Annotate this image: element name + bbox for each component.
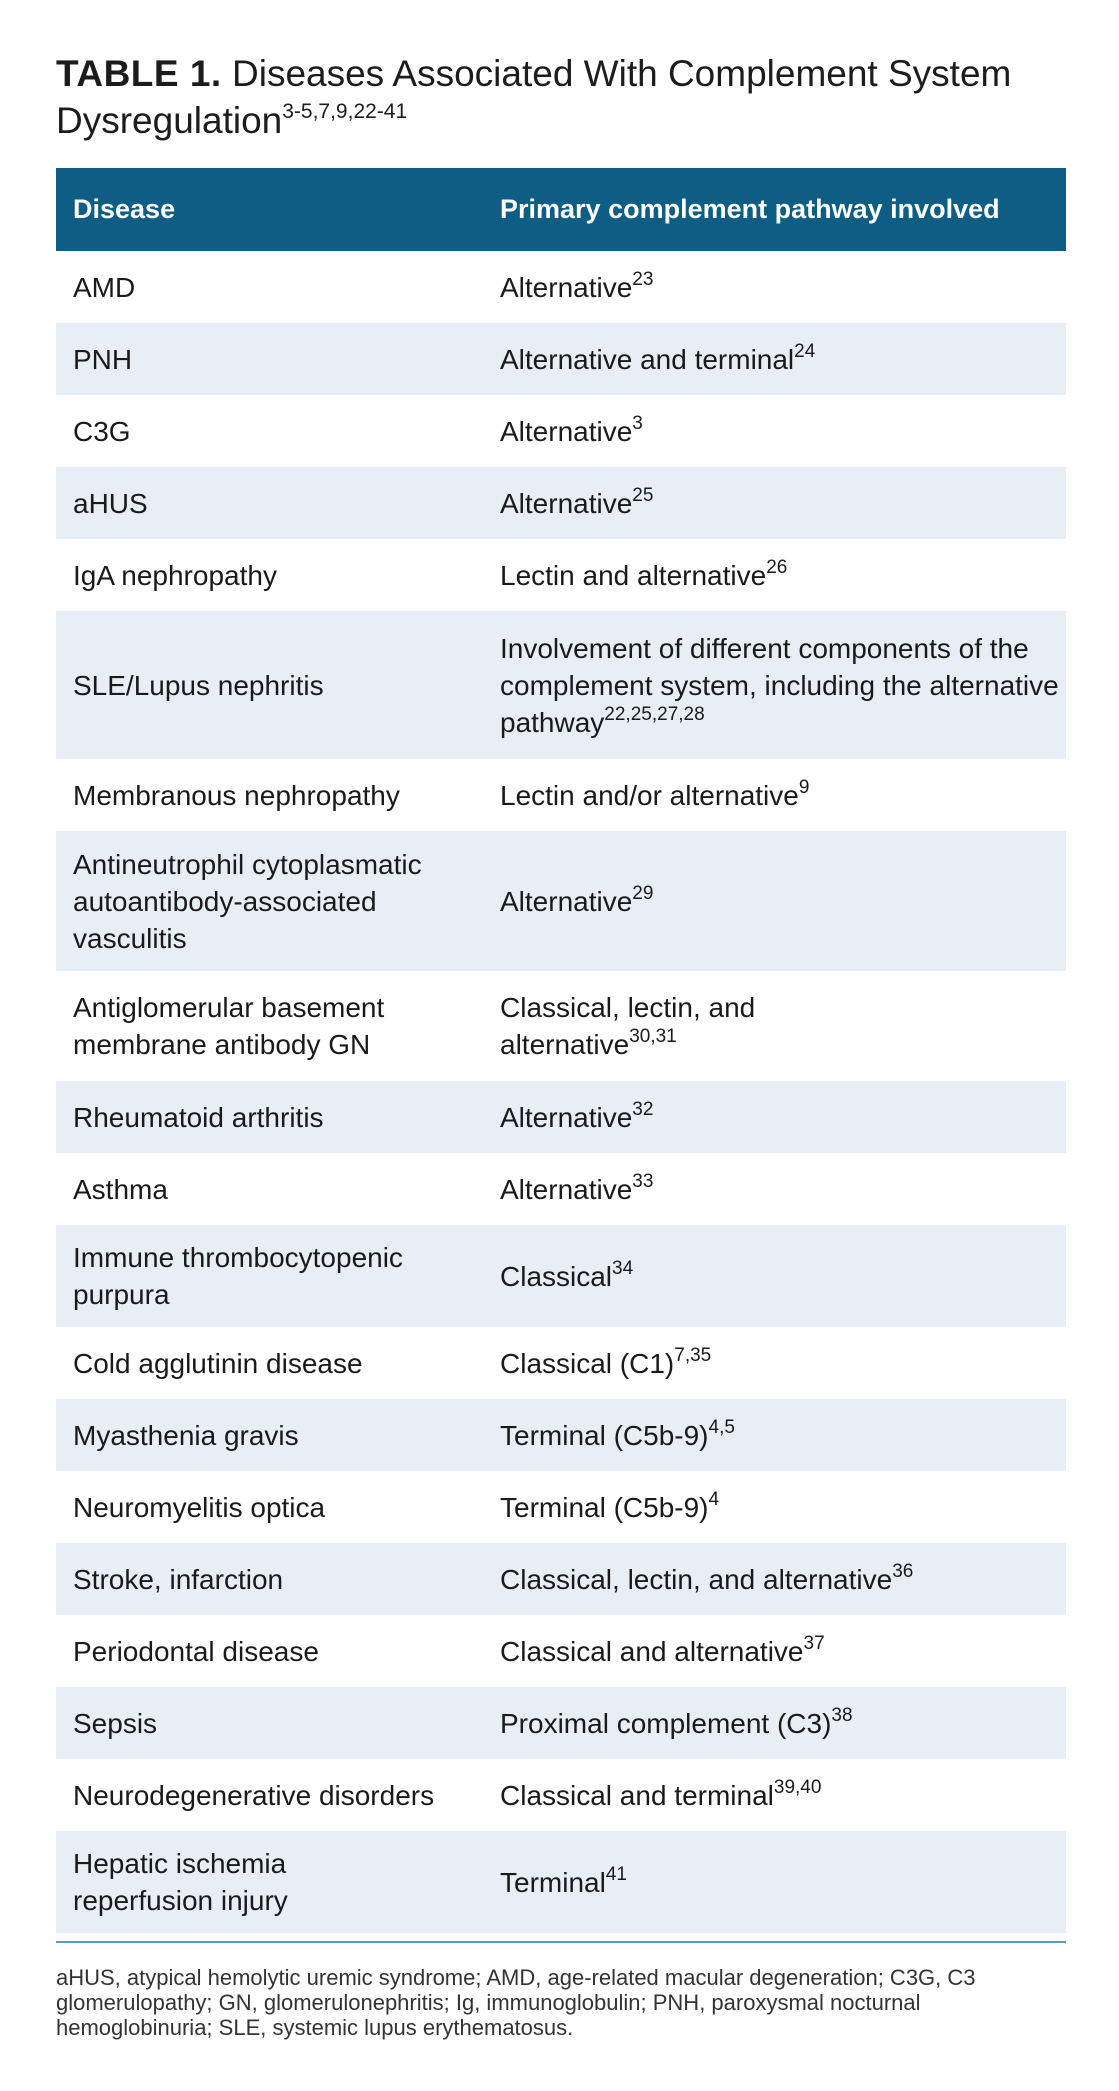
- table-row: [56, 323, 1066, 395]
- disease-name: Cold agglutinin disease: [73, 1347, 363, 1379]
- reference-superscript: 4,5: [708, 1416, 735, 1438]
- pathway-cell: [489, 1543, 1066, 1615]
- disease-name: SLE/Lupus nephritis: [73, 669, 324, 701]
- disease-cell: [56, 1081, 489, 1153]
- disease-cell: [56, 971, 489, 1081]
- pathway-text: [500, 630, 1060, 741]
- title-references: 3-5,7,9,22-41: [282, 100, 408, 123]
- reference-superscript: 25: [632, 484, 654, 506]
- reference-superscript: 4: [708, 1488, 720, 1510]
- disease-cell: [56, 1615, 489, 1687]
- disease-name: Membranous nephropathy: [73, 779, 400, 811]
- disease-cell: [56, 1471, 489, 1543]
- pathway-cell: [489, 611, 1066, 759]
- pathway-text: [500, 269, 1066, 306]
- pathway-name: Classical and alternative: [500, 1635, 804, 1667]
- pathway-cell: [489, 1225, 1066, 1327]
- reference-superscript: 22,25,27,28: [604, 703, 705, 725]
- table-bottom-rule: [56, 1941, 1066, 1943]
- table-title-text: Diseases Associated With Complement System Dysregulation: [56, 53, 1012, 141]
- pathway-cell: [489, 1471, 1066, 1543]
- header-disease: Disease: [56, 168, 489, 251]
- pathway-cell: [489, 1327, 1066, 1399]
- disease-name: PNH: [73, 343, 133, 375]
- abbreviations-footnote: aHUS, atypical hemolytic uremic syndrome; AMD, age-related macular degeneration; C3G, C3 glomerulopathy; GN, glomerulonephritis; Ig, immunoglobulin; PNH, paroxysmal nocturnal hemoglobinuria; SLE, systemic lupus erythematosus.: [56, 1965, 976, 2040]
- pathway-name: Alternative and terminal: [500, 343, 795, 375]
- table-number: TABLE 1.: [56, 53, 222, 94]
- table-row: [56, 1543, 1066, 1615]
- pathway-name: Proximal complement (C3): [500, 1707, 832, 1739]
- pathway-text: [500, 777, 1066, 814]
- disease-name: Neuromyelitis optica: [73, 1491, 326, 1523]
- disease-name: Myasthenia gravis: [73, 1419, 299, 1451]
- pathway-name: Alternative: [500, 1101, 633, 1133]
- pathway-cell: [489, 1399, 1066, 1471]
- pathway-text: [500, 485, 1066, 522]
- pathway-name: Alternative: [500, 271, 633, 303]
- pathway-cell: [489, 971, 1066, 1081]
- header-pathway: Primary complement pathway involved: [489, 168, 1066, 251]
- pathway-cell: [489, 395, 1066, 467]
- table-row: [56, 1081, 1066, 1153]
- disease-cell: [56, 1327, 489, 1399]
- pathway-name: Terminal (C5b-9): [500, 1419, 709, 1451]
- table-row: [56, 1153, 1066, 1225]
- disease-cell: [56, 1153, 489, 1225]
- disease-name: Antineutrophil cytoplasmatic autoantibody-associated vasculitis: [73, 848, 422, 954]
- reference-superscript: 24: [794, 340, 816, 362]
- pathway-cell: [489, 1081, 1066, 1153]
- pathway-text: [500, 1705, 1066, 1742]
- pathway-text: [500, 1777, 1066, 1814]
- table-row: [56, 759, 1066, 831]
- pathway-text: [500, 557, 1066, 594]
- disease-cell: [56, 539, 489, 611]
- disease-name: Rheumatoid arthritis: [73, 1101, 324, 1133]
- pathway-name: Classical: [500, 1260, 613, 1292]
- table-row: [56, 1831, 1066, 1933]
- disease-cell: [56, 1687, 489, 1759]
- table-row: [56, 467, 1066, 539]
- table-row: [56, 971, 1066, 1081]
- pathway-name: Terminal (C5b-9): [500, 1491, 709, 1523]
- disease-name: Immune thrombocytopenic purpura: [73, 1242, 403, 1310]
- disease-cell: [56, 1543, 489, 1615]
- pathway-name: Alternative: [500, 885, 633, 917]
- disease-name: Periodontal disease: [73, 1635, 319, 1667]
- table-row: [56, 1225, 1066, 1327]
- pathway-name: Lectin and alternative: [500, 559, 767, 591]
- reference-superscript: 33: [632, 1170, 654, 1192]
- table-row: [56, 1399, 1066, 1471]
- reference-superscript: 41: [605, 1863, 627, 1885]
- pathway-name: Alternative: [500, 1173, 633, 1205]
- reference-superscript: 9: [798, 776, 810, 798]
- pathway-cell: [489, 1615, 1066, 1687]
- table-row: [56, 395, 1066, 467]
- reference-superscript: 7,35: [674, 1344, 712, 1366]
- disease-cell: [56, 251, 489, 323]
- table-row: [56, 1687, 1066, 1759]
- disease-cell: [56, 1759, 489, 1831]
- reference-superscript: 29: [632, 882, 654, 904]
- pathway-cell: [489, 539, 1066, 611]
- disease-name: Asthma: [73, 1173, 168, 1205]
- pathway-name: Involvement of different components of the complement system, including the alternative pathway: [500, 632, 1059, 738]
- table-row: [56, 251, 1066, 323]
- disease-name: AMD: [73, 271, 136, 303]
- disease-name: Antiglomerular basement membrane antibody GN: [73, 992, 385, 1060]
- pathway-cell: [489, 1153, 1066, 1225]
- reference-superscript: 26: [766, 556, 788, 578]
- disease-name: Neurodegenerative disorders: [73, 1779, 435, 1811]
- pathway-name: Alternative: [500, 487, 633, 519]
- disease-cell: [56, 611, 489, 759]
- pathway-cell: [489, 323, 1066, 395]
- pathway-text: [500, 1258, 1066, 1295]
- header-row: [56, 168, 1066, 251]
- disease-name: Hepatic ischemia reperfusion injury: [73, 1848, 288, 1916]
- pathway-text: [500, 883, 1066, 920]
- pathway-text: [500, 1561, 1066, 1598]
- pathway-text: [500, 341, 1066, 378]
- pathway-cell: [489, 759, 1066, 831]
- reference-superscript: 39,40: [773, 1776, 822, 1798]
- reference-superscript: 30,31: [629, 1026, 677, 1047]
- pathway-name: Classical, lectin, and alternative: [500, 1563, 893, 1595]
- disease-name: C3G: [73, 415, 131, 447]
- reference-superscript: 36: [892, 1560, 914, 1582]
- disease-cell: [56, 467, 489, 539]
- pathway-cell: [489, 1759, 1066, 1831]
- disease-cell: [56, 1831, 489, 1933]
- pathway-cell: [489, 1831, 1066, 1933]
- pathway-text: [500, 413, 1066, 450]
- pathway-text: [500, 1864, 1066, 1901]
- pathway-text: [500, 1633, 1066, 1670]
- disease-cell: [56, 323, 489, 395]
- disease-name: IgA nephropathy: [73, 559, 277, 591]
- pathway-name: Classical, lectin, and alternative: [500, 992, 756, 1060]
- disease-cell: [56, 1225, 489, 1327]
- pathway-name: Alternative: [500, 415, 633, 447]
- disease-cell: [56, 395, 489, 467]
- table-row: [56, 1327, 1066, 1399]
- reference-superscript: 3: [632, 412, 643, 434]
- pathway-text: [500, 1345, 1066, 1382]
- table-row: [56, 1615, 1066, 1687]
- reference-superscript: 23: [632, 268, 654, 290]
- pathway-cell: [489, 1687, 1066, 1759]
- table-body: [56, 251, 1066, 1933]
- pathway-name: Lectin and/or alternative: [500, 779, 799, 811]
- reference-superscript: 34: [612, 1257, 634, 1279]
- pathway-text: [500, 1171, 1066, 1208]
- table-title: [56, 50, 1066, 144]
- pathway-cell: [489, 467, 1066, 539]
- disease-name: Stroke, infarction: [73, 1563, 284, 1595]
- disease-cell: [56, 759, 489, 831]
- pathway-text: [500, 989, 800, 1063]
- disease-name: aHUS: [73, 487, 148, 519]
- pathway-text: [500, 1489, 1066, 1526]
- diseases-table: [56, 168, 1066, 1933]
- table-row: [56, 831, 1066, 971]
- disease-name: Sepsis: [73, 1707, 158, 1739]
- pathway-cell: [489, 251, 1066, 323]
- reference-superscript: 32: [632, 1098, 654, 1120]
- pathway-name: Classical and terminal: [500, 1779, 774, 1811]
- pathway-name: Terminal: [500, 1866, 606, 1898]
- pathway-cell: [489, 831, 1066, 971]
- table-row: [56, 1759, 1066, 1831]
- reference-superscript: 38: [831, 1704, 853, 1726]
- disease-cell: [56, 831, 489, 971]
- table-row: [56, 1471, 1066, 1543]
- pathway-name: Classical (C1): [500, 1347, 675, 1379]
- disease-cell: [56, 1399, 489, 1471]
- table-row: [56, 611, 1066, 759]
- pathway-text: [500, 1099, 1066, 1136]
- table-row: [56, 539, 1066, 611]
- reference-superscript: 37: [803, 1632, 825, 1654]
- pathway-text: [500, 1417, 1066, 1454]
